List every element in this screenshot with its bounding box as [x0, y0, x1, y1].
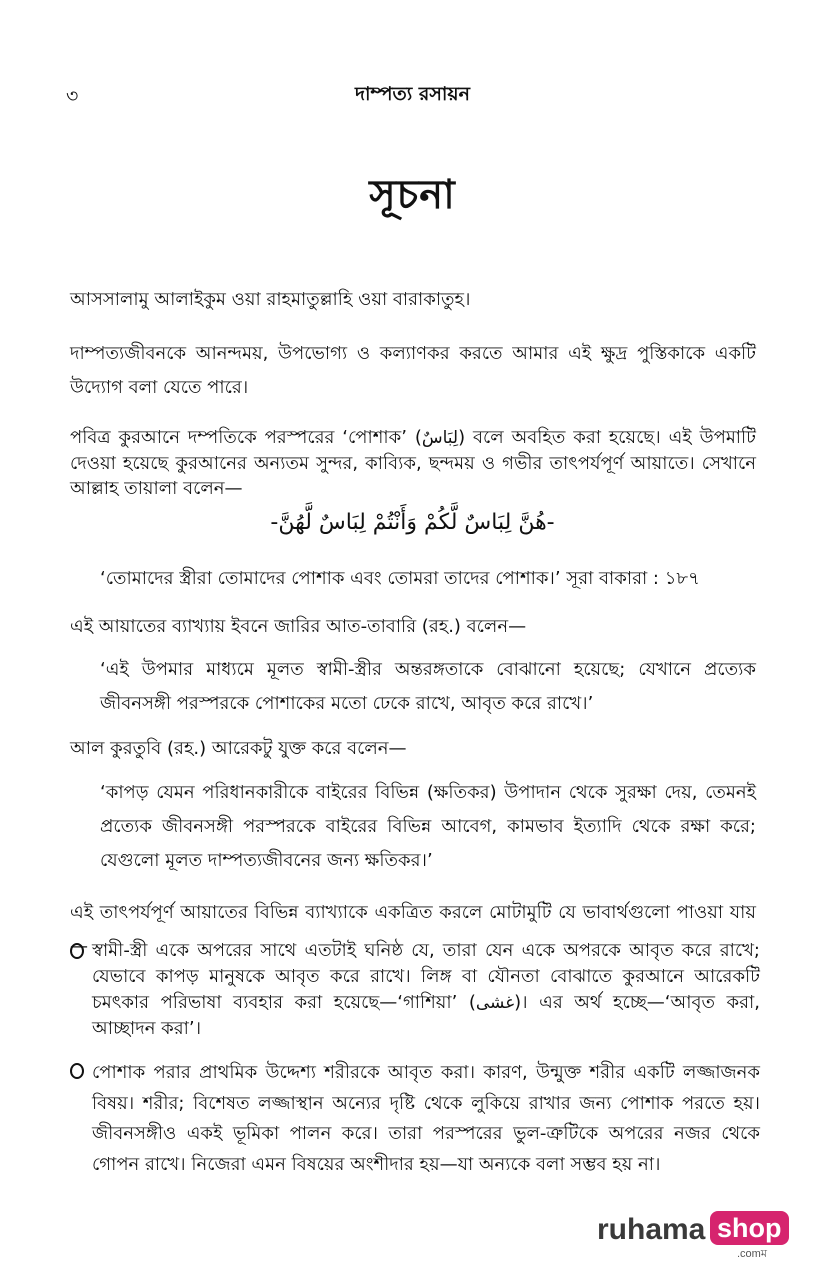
- running-header-title: দাম্পত্য রসায়ন: [355, 83, 470, 105]
- ayah-arabic: -هُنَّ لِبَاسٌ لَّكُمْ وَأَنْتُمْ لِبَاسٌ لَّهُنَّ-: [270, 510, 555, 535]
- quran-paragraph: [70, 425, 756, 501]
- ruhamashop-logo: [597, 1209, 782, 1260]
- bullet1-after: )। এর অর্থ হচ্ছে—‘আবৃত করা, আচ্ছাদন করা’।: [92, 992, 760, 1039]
- page-number: ৩: [66, 85, 79, 107]
- logo-ruhama-text: ruhama: [597, 1213, 706, 1246]
- quran-paragraph-after: ) বলে অবহিত করা হয়েছে। এই উপমাটি দেওয়া হয়েছে কুরআনের অন্যতম সুন্দর, কাব্যিক, ছন্দময় ও গভীর তাৎপর্যপূর্ণ আয়াতে। সেখানে আল্লাহ তায়ালা বলেন—: [70, 427, 756, 499]
- qurtubi-quote: ‘কাপড় যেমন পরিধানকারীকে বাইরের বিভিন্ন (ক্ষতিকর) উপাদান থেকে সুরক্ষা দেয়, তেমনই প্রত্যেক জীবনসঙ্গী পরস্পরকে বাইরের বিভিন্ন আবেগ, কামভাব ইত্যাদি থেকে রক্ষা করে; যেগুলো মূলত দাম্পত্যজীবনের জন্য ক্ষতিকর।’: [100, 782, 756, 871]
- chapter-title: সূচনা: [369, 172, 456, 218]
- tabari-quote: ‘এই উপমার মাধ্যমে মূলত স্বামী-স্ত্রীর অন্তরঙ্গতাকে বোঝানো হয়েছে; যেখানে প্রত্যেক জীবনসঙ্গী পরস্পরকে পোশাকের মতো ঢেকে রাখে, আবৃত করে রাখে।’: [100, 659, 756, 714]
- bullet2-text: পোশাক পরার প্রাথমিক উদ্দেশ্য শরীরকে আবৃত করা। কারণ, উন্মুক্ত শরীর একটি লজ্জাজনক বিষয়। শরীর; বিশেষত লজ্জাস্থান অন্যের দৃষ্টি থেকে লুকিয়ে রাখার জন্য পোশাক পরতে হয়। জীবনসঙ্গীও একই ভূমিকা পালন করে। তারা পরস্পরের ভুল-ত্রুটিকে অপরের নজর থেকে গোপন রাখে। নিজেরা এমন বিষয়ের অংশীদার হয়—যা অন্যকে বলা সম্ভব হয় না।: [92, 1062, 760, 1175]
- bullet-circle-icon: [70, 943, 84, 959]
- intro-paragraph: দাম্পত্যজীবনকে আনন্দময়, উপভোগ্য ও কল্যাণকর করতে আমার এই ক্ষুদ্র পুস্তিকাকে একটি উদ্যোগ বলা যেতে পারে।: [70, 343, 756, 398]
- tabari-intro: এই আয়াতের ব্যাখ্যায় ইবনে জারির আত-তাবারি (রহ.) বলেন—: [70, 616, 527, 637]
- quran-paragraph-before: পবিত্র কুরআনে দম্পতিকে পরস্পরের ‘পোশাক’ (: [70, 427, 422, 448]
- bullet1-before: স্বামী-স্ত্রী একে অপরের সাথে এতটাই ঘনিষ্ঠ যে, তারা যেন একে অপরকে আবৃত করে রাখে; যেভাবে কাপড় মানুষকে আবৃত করে রাখে। লিঙ্গ বা যৌনতা বোঝাতে কুরআনে আরেকটি চমৎকার পরিভাষা ব্যবহার করা হয়েছে—‘গাশিয়া’ (: [92, 940, 760, 1013]
- arabic-word-libas: لِبَاسٌ: [421, 428, 459, 448]
- bullet-item-1: [70, 938, 760, 1042]
- qurtubi-intro: আল কুরতুবি (রহ.) আরেকটু যুক্ত করে বলেন—: [70, 738, 407, 759]
- logo-shop-badge: shop: [710, 1211, 789, 1245]
- ayah-translation: ‘তোমাদের স্ত্রীরা তোমাদের পোশাক এবং তোমরা তাদের পোশাক।’ সূরা বাকারা : ১৮৭: [100, 568, 700, 589]
- summary-intro: এই তাৎপর্যপূর্ণ আয়াতের বিভিন্ন ব্যাখ্যাকে একত্রিত করলে মোটামুটি যে ভাবার্থগুলো পাওয়া যায়—: [70, 902, 756, 957]
- arabic-word-ghashiya: غشى: [475, 993, 515, 1013]
- bullet-item-2: [70, 1058, 760, 1180]
- logo-com-text: .comম: [737, 1248, 767, 1260]
- bullet-circle-icon: [70, 1063, 84, 1079]
- greeting-paragraph: আসসালামু আলাইকুম ওয়া রাহমাতুল্লাহি ওয়া বারাকাতুহ।: [70, 289, 471, 310]
